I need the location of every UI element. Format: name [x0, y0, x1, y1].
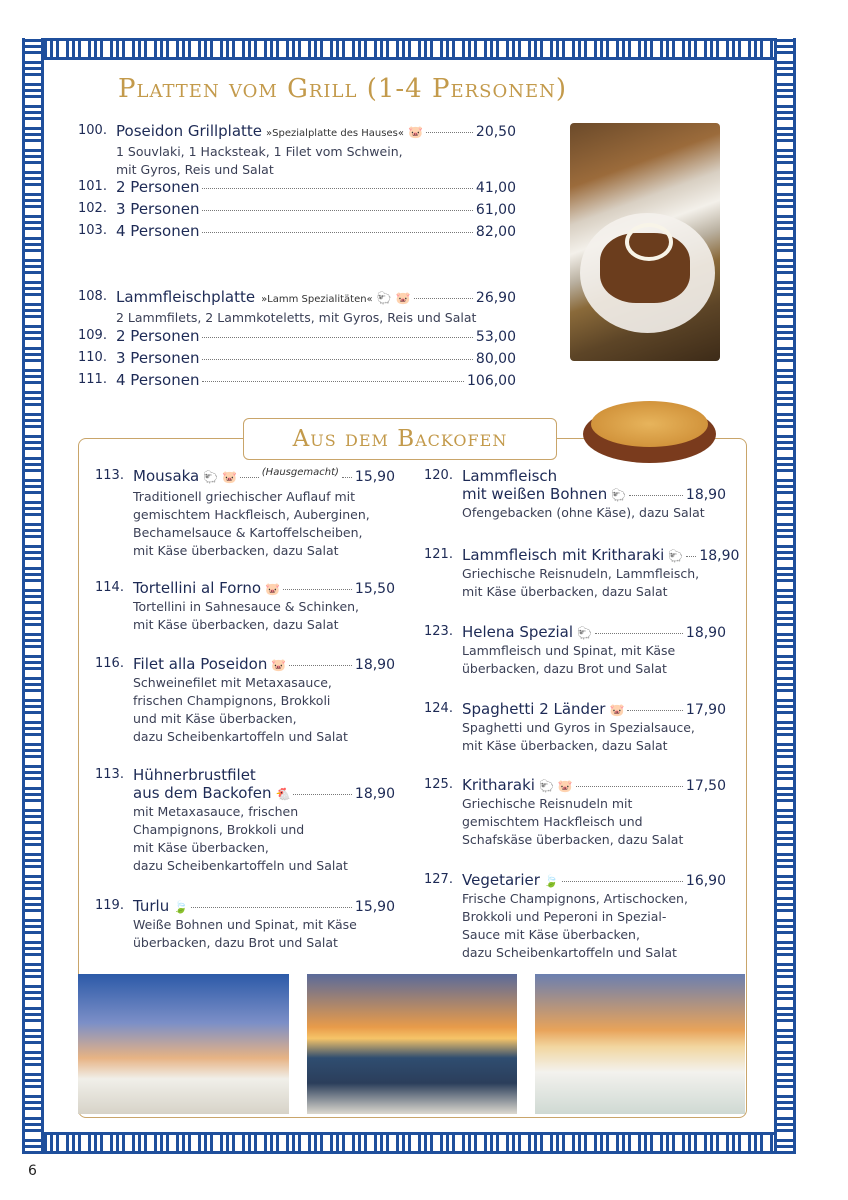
lamb-icon: 🐑 — [376, 291, 392, 305]
menu-item-127 — [424, 871, 726, 962]
leader-dots — [686, 556, 696, 557]
leaf-icon: 🍃 — [173, 900, 189, 914]
menu-item-113-huehnerbrust — [95, 766, 395, 875]
item-name: Lammfleisch mit Kritharaki — [462, 546, 665, 564]
item-price: 106,00 — [467, 373, 516, 389]
item-price: 80,00 — [475, 351, 516, 367]
item-desc: 2 Lammfilets, 2 Lammkoteletts, mit Gyros, Reis und Salat — [116, 310, 477, 325]
item-desc: Griechische Reisnudeln, Lammfleisch, — [462, 566, 700, 581]
section-title-backofen: Aus dem Backofen — [292, 426, 508, 452]
item-price: 15,90 — [354, 469, 395, 485]
item-desc: Frische Champignons, Artischocken, — [462, 891, 688, 906]
item-note: (Hausgemacht) — [261, 467, 339, 478]
pig-icon: 🐷 — [407, 125, 423, 139]
item-price: 41,00 — [475, 180, 516, 196]
menu-item-109 — [78, 327, 516, 346]
item-number: 101. — [78, 179, 107, 194]
item-desc: mit Käse überbacken, dazu Salat — [133, 543, 339, 558]
section-title-grill: Platten vom Grill (1-4 Personen) — [118, 74, 568, 104]
item-desc: gemischtem Hackfleisch und — [462, 814, 643, 829]
pig-icon: 🐷 — [265, 582, 280, 596]
item-name: Lammfleischplatte — [116, 288, 256, 306]
item-desc: Spaghetti und Gyros in Spezialsauce, — [462, 720, 695, 735]
item-name: mit weißen Bohnen — [462, 485, 608, 503]
leader-dots — [240, 477, 259, 478]
item-price: 18,90 — [354, 657, 395, 673]
item-desc: Bechamelsauce & Kartoffelscheiben, — [133, 525, 363, 540]
leader-dots — [627, 710, 682, 711]
item-price: 18,90 — [354, 786, 395, 802]
leader-dots — [191, 907, 352, 908]
item-number: 108. — [78, 289, 107, 304]
santorini-photo-1 — [78, 974, 289, 1114]
menu-item-125 — [424, 776, 726, 849]
item-price: 18,90 — [685, 625, 726, 641]
leader-dots — [426, 132, 473, 133]
item-name: Helena Spezial — [462, 623, 574, 641]
item-desc: überbacken, dazu Brot und Salat — [462, 661, 667, 676]
lamb-icon: 🐑 — [668, 549, 684, 563]
item-desc: Schweinefilet mit Metaxasauce, — [133, 675, 332, 690]
item-desc: gemischtem Hackfleisch, Auberginen, — [133, 507, 370, 522]
item-name: Poseidon Grillplatte — [116, 122, 263, 140]
onion-shape — [625, 223, 673, 261]
grill-platter-photo — [570, 123, 720, 361]
item-price: 53,00 — [475, 329, 516, 345]
item-number: 121. — [424, 547, 453, 562]
pig-icon: 🐷 — [609, 703, 625, 717]
leader-dots — [202, 337, 472, 338]
menu-item-116 — [95, 655, 395, 746]
pig-icon: 🐷 — [222, 470, 238, 484]
item-price: 18,90 — [685, 487, 726, 503]
lamb-icon: 🐑 — [203, 470, 219, 484]
item-number: 111. — [78, 372, 107, 387]
leader-dots — [202, 359, 472, 360]
item-desc: mit Käse überbacken, dazu Salat — [462, 584, 668, 599]
menu-item-121 — [424, 546, 740, 601]
menu-item-102 — [78, 200, 516, 219]
item-desc: mit Käse überbacken, dazu Salat — [133, 617, 339, 632]
item-desc: Lammfleisch und Spinat, mit Käse — [462, 643, 676, 658]
chicken-icon: 🐔 — [275, 787, 291, 801]
santorini-photo-2 — [307, 974, 517, 1114]
item-name: 4 Personen — [116, 371, 200, 389]
item-desc: Ofengebacken (ohne Käse), dazu Salat — [462, 505, 705, 520]
menu-item-111 — [78, 371, 516, 390]
menu-item-103 — [78, 222, 516, 241]
item-number: 114. — [95, 580, 124, 595]
page-number: 6 — [28, 1163, 37, 1179]
item-price: 17,90 — [685, 702, 726, 718]
item-desc: Brokkoli und Peperoni in Spezial- — [462, 909, 667, 924]
item-price: 15,90 — [354, 899, 395, 915]
pig-icon: 🐷 — [271, 658, 287, 672]
item-name: 3 Personen — [116, 349, 200, 367]
menu-item-124 — [424, 700, 726, 755]
item-desc: frischen Champignons, Brokkoli — [133, 693, 331, 708]
item-number: 110. — [78, 350, 107, 365]
leader-dots — [202, 232, 472, 233]
leader-dots — [562, 881, 683, 882]
menu-item-120 — [424, 467, 726, 522]
item-name: Mousaka — [133, 467, 200, 485]
leaf-icon: 🍃 — [543, 874, 559, 888]
item-number: 113. — [95, 767, 124, 782]
item-desc: 1 Souvlaki, 1 Hacksteak, 1 Filet vom Schwein, — [116, 144, 403, 159]
menu-item-110 — [78, 349, 516, 368]
item-price: 26,90 — [475, 290, 516, 306]
item-number: 102. — [78, 201, 107, 216]
leader-dots — [293, 794, 351, 795]
item-number: 116. — [95, 656, 124, 671]
item-desc: mit Gyros, Reis und Salat — [116, 162, 274, 177]
item-desc: Schafskäse überbacken, dazu Salat — [462, 832, 684, 847]
menu-item-108 — [78, 288, 516, 327]
border-bottom — [22, 1132, 796, 1154]
item-desc: Sauce mit Käse überbacken, — [462, 927, 640, 942]
item-desc: überbacken, dazu Brot und Salat — [133, 935, 338, 950]
item-price: 82,00 — [475, 224, 516, 240]
item-price: 61,00 — [475, 202, 516, 218]
menu-item-123 — [424, 623, 726, 678]
item-name: Vegetarier — [462, 871, 540, 889]
item-number: 123. — [424, 624, 453, 639]
item-price: 20,50 — [475, 124, 516, 140]
item-number: 109. — [78, 328, 107, 343]
item-desc: und mit Käse überbacken, — [133, 711, 297, 726]
leader-dots — [202, 381, 464, 382]
item-desc: dazu Scheibenkartoffeln und Salat — [462, 945, 677, 960]
santorini-photo-3 — [535, 974, 745, 1114]
pig-icon: 🐷 — [557, 779, 573, 793]
item-name-line1: Lammfleisch — [462, 467, 558, 485]
item-name: Tortellini al Forno — [133, 579, 261, 597]
leader-dots — [342, 477, 352, 478]
item-number: 124. — [424, 701, 453, 716]
lamb-icon: 🐑 — [538, 779, 554, 793]
lamb-icon: 🐑 — [577, 626, 592, 640]
item-desc: Traditionell griechischer Auflauf mit — [133, 489, 356, 504]
item-number: 100. — [78, 123, 107, 138]
item-note: »Spezialplatte des Hauses« — [266, 128, 404, 139]
leader-dots — [283, 589, 352, 590]
leader-dots — [289, 665, 352, 666]
leader-dots — [595, 633, 683, 634]
item-price: 17,50 — [685, 778, 726, 794]
item-price: 15,50 — [354, 581, 395, 597]
item-desc: mit Käse überbacken, — [133, 840, 269, 855]
item-name: 2 Personen — [116, 178, 200, 196]
item-desc: Champignons, Brokkoli und — [133, 822, 305, 837]
leader-dots — [202, 188, 472, 189]
border-top — [22, 38, 796, 60]
item-desc: dazu Scheibenkartoffeln und Salat — [133, 858, 348, 873]
menu-item-114 — [95, 579, 395, 634]
item-name-line1: Hühnerbrustfilet — [133, 766, 256, 784]
item-name: 3 Personen — [116, 200, 200, 218]
item-number: 127. — [424, 872, 453, 887]
section-title-backofen-banner — [243, 418, 557, 460]
item-number: 103. — [78, 223, 107, 238]
item-name: Filet alla Poseidon — [133, 655, 268, 673]
border-right — [774, 38, 796, 1154]
item-name: Turlu — [133, 897, 170, 915]
leader-dots — [576, 786, 683, 787]
item-number: 119. — [95, 898, 124, 913]
leader-dots — [202, 210, 472, 211]
item-name: 2 Personen — [116, 327, 200, 345]
item-desc: mit Käse überbacken, dazu Salat — [462, 738, 668, 753]
border-left — [22, 38, 44, 1154]
item-note: »Lamm Spezialitäten« — [261, 294, 373, 305]
item-number: 120. — [424, 468, 453, 483]
item-desc: dazu Scheibenkartoffeln und Salat — [133, 729, 348, 744]
item-number: 125. — [424, 777, 453, 792]
leader-dots — [629, 495, 683, 496]
item-name: Spaghetti 2 Länder — [462, 700, 606, 718]
item-price: 18,90 — [699, 548, 740, 564]
leader-dots — [414, 298, 473, 299]
menu-item-113-mousaka — [95, 467, 395, 560]
item-desc: Griechische Reisnudeln mit — [462, 796, 633, 811]
menu-item-119 — [95, 897, 395, 952]
moussaka-dish-photo — [583, 395, 716, 467]
lamb-icon: 🐑 — [611, 488, 627, 502]
menu-item-101 — [78, 178, 516, 197]
pig-icon: 🐷 — [395, 291, 411, 305]
item-desc: Weiße Bohnen und Spinat, mit Käse — [133, 917, 357, 932]
item-number: 113. — [95, 468, 124, 483]
menu-item-100 — [78, 122, 516, 179]
item-name: aus dem Backofen — [133, 784, 272, 802]
item-price: 16,90 — [685, 873, 726, 889]
item-name: Kritharaki — [462, 776, 535, 794]
item-desc: mit Metaxasauce, frischen — [133, 804, 299, 819]
item-desc: Tortellini in Sahnesauce & Schinken, — [133, 599, 360, 614]
dish-top — [591, 401, 708, 447]
item-name: 4 Personen — [116, 222, 200, 240]
